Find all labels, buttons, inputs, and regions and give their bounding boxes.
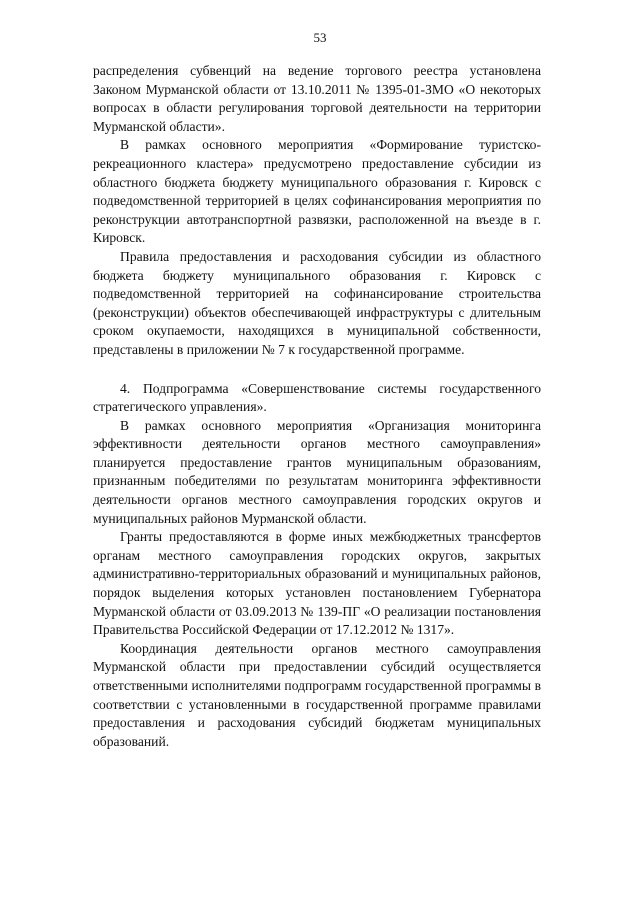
- document-body: [93, 62, 541, 751]
- page-number: 53: [313, 30, 327, 45]
- paragraph-subsidy-rules: Правила предоставления и расходования субсидии из областного бюджета бюджету муниципального образования г. Кировск с подведомственной территорией на софинансирование строительства (реконструкции) объектов обеспечивающей инфраструктуры с длительным сроком окупаемости, находящихся в муниципальной собственности, представлены в приложении № 7 к государственной программе.: [93, 248, 541, 357]
- paragraph-trade-register: распределения субвенций на ведение торгового реестра установлена Законом Мурманской области от 13.10.2011 № 1395-01-ЗМО «О некоторых вопросах в области регулирования торговой деятельности на территории Мурманской области».: [93, 63, 541, 134]
- subprogram-4-heading: 4. Подпрограмма «Совершенствование системы государственного стратегического управления».: [93, 380, 541, 415]
- paragraph-monitoring-grants: В рамках основного мероприятия «Организация мониторинга эффективности деятельности органов местного самоуправления» планируется предоставление грантов муниципальным образованиям, признанным победителями по результатам мониторинга эффективности деятельности органов местного самоуправления городских округов и муниципальных районов Мурманской области.: [93, 417, 541, 526]
- paragraph-coordination: Координация деятельности органов местного самоуправления Мурманской области при предоставлении субсидий осуществляется ответственными исполнителями подпрограмм государственной программы в соответствии с установленными в государственной программе правилами предоставления и расходования субсидий бюджетам муниципальных образований.: [93, 640, 541, 749]
- section-spacer: [93, 360, 541, 380]
- paragraph-grant-form: Гранты предоставляются в форме иных межбюджетных трансфертов органам местного самоуправления городских округов, закрытых административно-территориальных образований и муниципальных районов, порядок выделения которых установлен постановлением Губернатора Мурманской области от 03.09.2013 № 139-ПГ «О реализации постановления Правительства Российской Федерации от 17.12.2012 № 1317».: [93, 529, 541, 638]
- paragraph-tourist-cluster: В рамках основного мероприятия «Формирование туристско-рекреационного кластера» предусмотрено предоставление субсидии из областного бюджета бюджету муниципального образования г. Кировск с подведомственной территорией в целях софинансирования мероприятия по реконструкции автотранспортной развязки, расположенной на въезде в г. Кировск.: [93, 137, 541, 246]
